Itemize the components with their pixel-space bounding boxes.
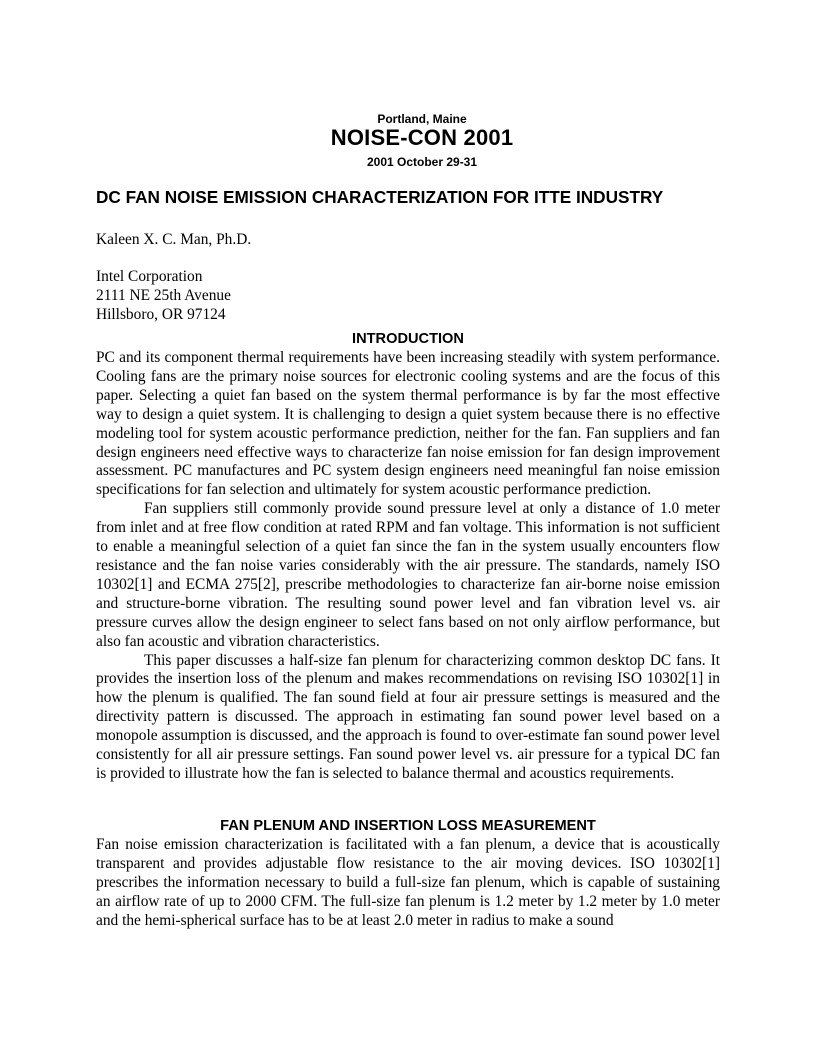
paragraph: Fan suppliers still commonly provide sound pressure level at only a distance of 1.0 meter from inlet and at free flow condition at rated RPM and fan voltage. This information is not sufficient to enable a meaningful selection of a quiet fan since the fan in the system usually encounters flow resistance and the fan noise varies considerably with the air pressure. The standards, namely ISO 10302[1] and ECMA 275[2], prescribe methodologies to characterize fan air-borne noise emission and structure-borne vibration. The resulting sound power level and fan vibration level vs. air pressure curves allow the design engineer to select fans based on not only airflow performance, but also fan acoustic and vibration characteristics. <box>96 500 720 650</box>
affiliation-org: Intel Corporation <box>96 268 203 285</box>
affiliation-street: 2111 NE 25th Avenue <box>96 286 231 304</box>
conference-name: NOISE-CON 2001 <box>330 125 514 150</box>
paragraph: This paper discusses a half-size fan plenum for characterizing common desktop DC fans. It provides the insertion loss of the plenum and makes recommendations on revising ISO 10302[1] in how the plenum is qualified. The fan sound field at four air pressure settings is measured and the directivity pattern is discussed. The approach in estimating fan sound power level based on a monopole assumption is discussed, and the approach is found to over-estimate fan sound power level consistently for all air pressure settings. Fan sound power level vs. air pressure for a typical DC fan is provided to illustrate how the fan is selected to balance thermal and acoustics requirements. <box>96 651 720 782</box>
conference-date: 2001 October 29-31 <box>366 155 478 169</box>
author-affiliation <box>96 268 231 325</box>
paragraph: PC and its component thermal requirements have been increasing steadily with system performance. Cooling fans are the primary noise sources for electronic cooling systems and are the focus of this paper. Selecting a quiet fan based on the system thermal performance is by far the most effective way to design a quiet system. It is challenging to design a quiet system because there is no effective modeling tool for system acoustic performance prediction, neither for the fan. Fan suppliers and fan design engineers need effective ways to characterize fan noise emission for fan design improvement assessment. PC manufactures and PC system design engineers need meaningful fan noise emission specifications for fan selection and ultimately for system acoustic performance prediction. <box>96 349 720 499</box>
conference-location: Portland, Maine <box>377 112 467 126</box>
affiliation-city: Hillsboro, OR 97124 <box>96 305 226 323</box>
author-name: Kaleen X. C. Man, Ph.D. <box>96 231 252 248</box>
section-heading-plenum: FAN PLENUM AND INSERTION LOSS MEASUREMENT <box>220 818 596 834</box>
section-heading-introduction: INTRODUCTION <box>352 331 464 347</box>
section-body-plenum <box>96 836 720 931</box>
paper-title: DC FAN NOISE EMISSION CHARACTERIZATION FOR ITTE INDUSTRY <box>96 187 664 207</box>
paragraph: Fan noise emission characterization is facilitated with a fan plenum, a device that is acoustically transparent and provides adjustable flow resistance to the air moving devices. ISO 10302[1] prescribes the information necessary to build a full-size fan plenum, which is capable of sustaining an airflow rate of up to 2000 CFM. The full-size fan plenum is 1.2 meter by 1.2 meter by 1.0 meter and the hemi-spherical surface has to be at least 2.0 meter in radius to make a sound <box>96 836 720 929</box>
section-body-introduction <box>96 349 720 784</box>
